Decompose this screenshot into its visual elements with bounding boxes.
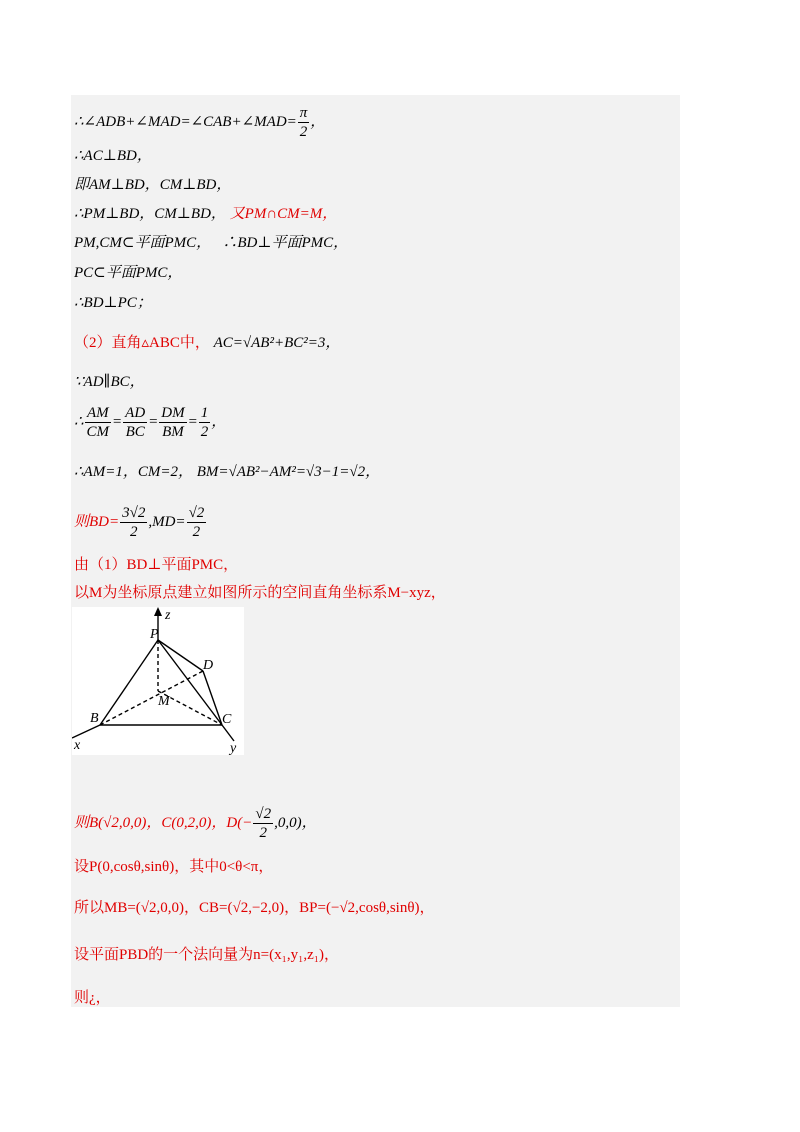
fraction-pi-over-2 (298, 104, 310, 141)
line-14: 以M为坐标原点建立如图所示的空间直角坐标系M−xyz， (74, 585, 446, 601)
edge-pd (158, 640, 203, 671)
label-m: M (158, 694, 170, 709)
line-10-end: ， (211, 413, 227, 430)
frac-num: 1 (200, 405, 209, 421)
line-12-mid: ,MD= (148, 513, 186, 530)
line-5 (74, 233, 348, 253)
line-4a: ∴PM⊥BD，CM⊥BD， (74, 206, 226, 222)
line-11a: ∴AM=1，CM=2， (74, 464, 193, 480)
line-1-text: ∴∠ADB+∠MAD=∠CAB+∠MAD= (74, 113, 297, 130)
z-arrow (154, 607, 162, 616)
line-10: ∴ $\frac{AM}{CM}$ = $\frac{AD}{BC}$ = $\frac{DM}{BM}$ = $\frac{1}{2}$ ， (74, 405, 227, 440)
fraction-bd (120, 504, 147, 541)
line-17: 所以MB=(√2,0,0)，CB=(√2,−2,0)，BP=(−√2,cosθ,sinθ)， (74, 900, 435, 916)
line-3: 即AM⊥BD，CM⊥BD， (74, 177, 232, 193)
edge-dc (203, 671, 222, 725)
label-d: D (203, 658, 214, 673)
fraction-am-cm (85, 404, 112, 441)
line-11b: BM=√AB²−AM²=√3−1=√2， (196, 464, 381, 480)
fraction-dm-bm (159, 404, 186, 441)
line-1 (74, 104, 325, 141)
line-16: 设P(0,cosθ,sinθ)，其中0<θ<π， (74, 859, 274, 875)
frac-num: √2 (188, 505, 205, 521)
line-15a: 则B(√2,0,0)，C(0,2,0)，D(− (74, 814, 253, 831)
x-axis (72, 725, 100, 738)
frac-den: 2 (299, 124, 308, 140)
frac-den: 2 (259, 825, 267, 841)
label-b: B (90, 711, 99, 726)
line-8 (74, 333, 340, 353)
label-c: C (222, 712, 232, 727)
line-15 (74, 805, 317, 842)
frac-num: AM (85, 404, 112, 423)
pyramid-diagram (72, 607, 244, 755)
frac-den: BC (125, 424, 145, 440)
line-11 (74, 462, 380, 482)
line-19: 则¿， (74, 990, 111, 1006)
edge-pb (100, 640, 158, 725)
line-18: 设平面PBD的一个法向量为n=(x₁,y₁,z₁)， (74, 947, 339, 963)
line-13: 由（1）BD⊥平面PMC， (74, 557, 239, 573)
frac-den: CM (86, 424, 110, 440)
frac-den: BM (162, 424, 184, 440)
line-7: ∴BD⊥PC； (74, 295, 152, 311)
frac-num: √2 (255, 806, 272, 822)
label-x: x (74, 738, 81, 753)
frac-num: DM (161, 405, 185, 421)
label-p: P (150, 627, 159, 642)
frac-num: π (299, 105, 308, 121)
frac-den: 2 (192, 524, 201, 540)
coordinate-figure (72, 607, 244, 755)
line-8b: AC=√AB²+BC²=3， (213, 335, 341, 351)
therefore-sign: ∴ (74, 413, 84, 430)
frac-den: 2 (129, 524, 138, 540)
edge-pc (158, 640, 222, 725)
edge-bd (100, 671, 203, 725)
line-6: PC⊂平面PMC， (74, 265, 183, 281)
line-4b: 又PM∩CM=M， (229, 206, 338, 222)
line-5a: PM,CM⊂平面PMC， (74, 235, 212, 251)
frac-num: 3√2 (122, 505, 146, 521)
label-z: z (165, 608, 171, 623)
line-12 (74, 504, 207, 541)
y-axis (222, 725, 234, 741)
line-9: ∵AD∥BC， (74, 374, 145, 390)
fraction-ad-bc (123, 404, 147, 441)
label-y: y (230, 741, 237, 755)
line-2: ∴AC⊥BD， (74, 148, 152, 164)
line-4 (74, 204, 337, 224)
line-1-end: ， (310, 113, 326, 130)
frac-den: 2 (200, 424, 209, 440)
line-8a: （2）直角▵ABC中， (74, 335, 210, 351)
fraction-one-half (199, 404, 211, 441)
fraction-d-x (253, 805, 273, 842)
line-12-pre: 则BD= (74, 513, 120, 530)
frac-num: AD (125, 405, 146, 421)
line-5b: ∴BD⊥平面PMC， (222, 235, 349, 251)
fraction-md (187, 504, 207, 541)
line-15b: ,0,0)， (274, 814, 317, 831)
